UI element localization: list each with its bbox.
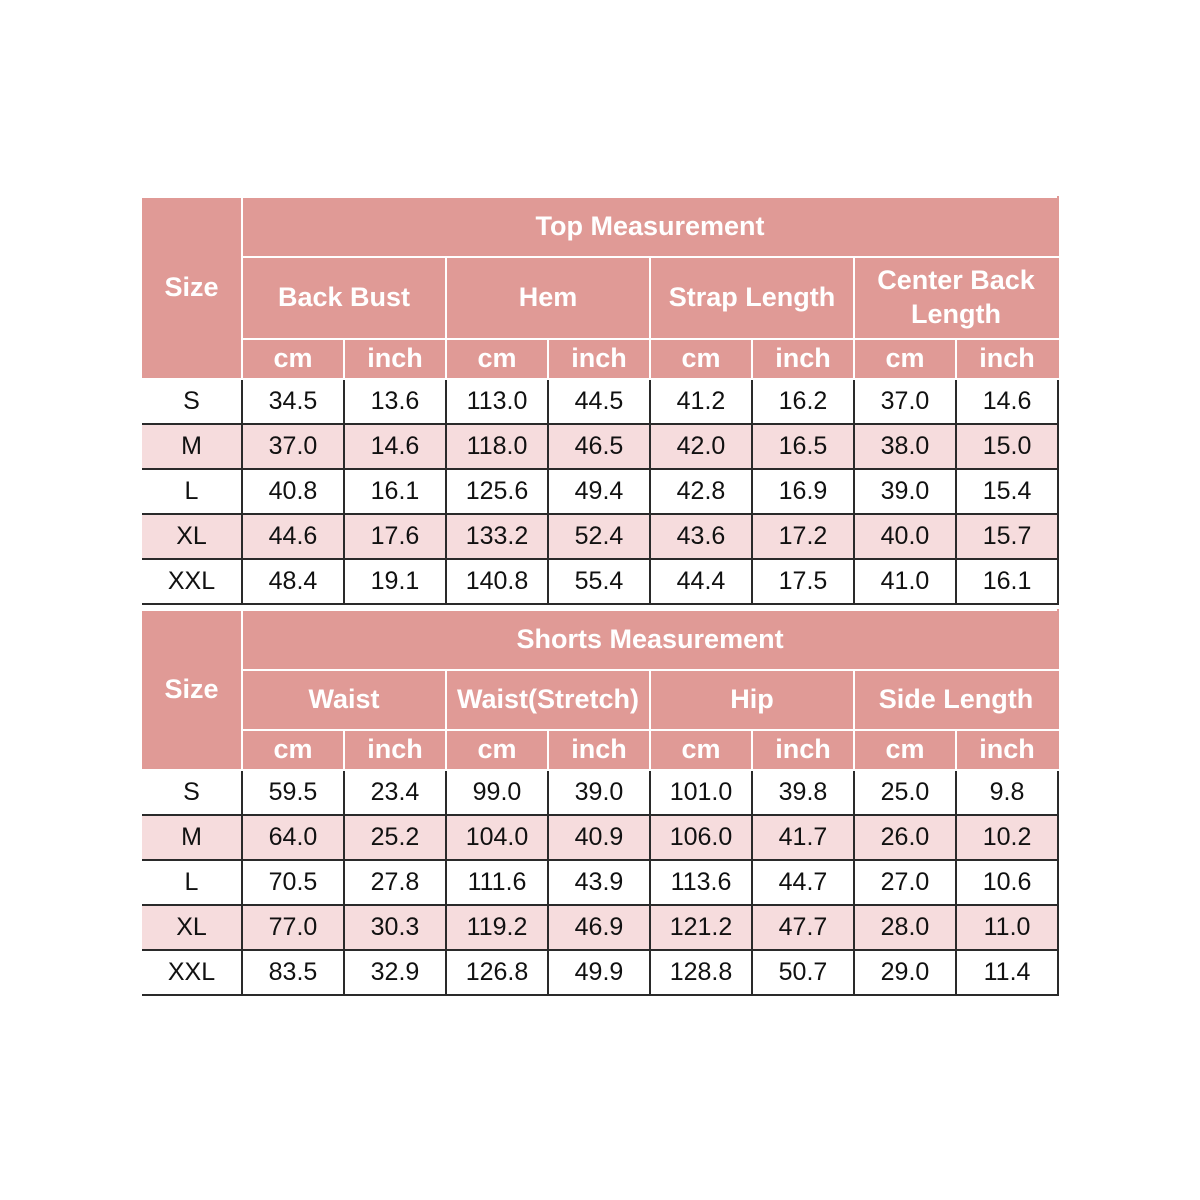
value-cell: 42.0	[650, 424, 752, 469]
value-cell: 40.9	[548, 815, 650, 860]
unit-header: inch	[956, 339, 1058, 379]
group-header-row	[142, 257, 1058, 339]
value-cell: 16.1	[956, 559, 1058, 604]
value-cell: 28.0	[854, 905, 956, 950]
value-cell: 17.5	[752, 559, 854, 604]
value-cell: 113.0	[446, 379, 548, 424]
unit-header: cm	[242, 730, 344, 770]
value-cell: 55.4	[548, 559, 650, 604]
size-cell: L	[142, 860, 242, 905]
unit-header: cm	[446, 730, 548, 770]
value-cell: 11.4	[956, 950, 1058, 995]
value-cell: 101.0	[650, 770, 752, 815]
value-cell: 10.2	[956, 815, 1058, 860]
group-header-waist-stretch: Waist(Stretch)	[446, 670, 650, 730]
value-cell: 27.8	[344, 860, 446, 905]
value-cell: 111.6	[446, 860, 548, 905]
value-cell: 17.2	[752, 514, 854, 559]
value-cell: 44.5	[548, 379, 650, 424]
table-row	[142, 905, 1058, 950]
size-cell: M	[142, 815, 242, 860]
value-cell: 26.0	[854, 815, 956, 860]
unit-header: inch	[752, 730, 854, 770]
value-cell: 46.9	[548, 905, 650, 950]
value-cell: 140.8	[446, 559, 548, 604]
value-cell: 25.2	[344, 815, 446, 860]
group-header-hem: Hem	[446, 257, 650, 339]
shorts-measurement-table	[142, 609, 1059, 996]
table-row	[142, 770, 1058, 815]
value-cell: 39.8	[752, 770, 854, 815]
value-cell: 83.5	[242, 950, 344, 995]
value-cell: 40.8	[242, 469, 344, 514]
value-cell: 133.2	[446, 514, 548, 559]
unit-header: inch	[344, 339, 446, 379]
value-cell: 106.0	[650, 815, 752, 860]
value-cell: 41.0	[854, 559, 956, 604]
value-cell: 77.0	[242, 905, 344, 950]
unit-header-row	[142, 730, 1058, 770]
value-cell: 44.4	[650, 559, 752, 604]
unit-header: cm	[650, 730, 752, 770]
value-cell: 125.6	[446, 469, 548, 514]
value-cell: 46.5	[548, 424, 650, 469]
value-cell: 15.7	[956, 514, 1058, 559]
group-header-waist: Waist	[242, 670, 446, 730]
value-cell: 49.9	[548, 950, 650, 995]
unit-header: cm	[446, 339, 548, 379]
value-cell: 44.6	[242, 514, 344, 559]
value-cell: 34.5	[242, 379, 344, 424]
value-cell: 41.2	[650, 379, 752, 424]
unit-header: inch	[956, 730, 1058, 770]
size-cell: L	[142, 469, 242, 514]
value-cell: 38.0	[854, 424, 956, 469]
value-cell: 50.7	[752, 950, 854, 995]
top-table-body	[142, 379, 1058, 604]
group-header-hip: Hip	[650, 670, 854, 730]
value-cell: 25.0	[854, 770, 956, 815]
shorts-table-body	[142, 770, 1058, 995]
value-cell: 15.4	[956, 469, 1058, 514]
table-row	[142, 559, 1058, 604]
top-measurement-table	[142, 196, 1059, 605]
value-cell: 49.4	[548, 469, 650, 514]
value-cell: 64.0	[242, 815, 344, 860]
unit-header: inch	[548, 339, 650, 379]
value-cell: 43.9	[548, 860, 650, 905]
value-cell: 42.8	[650, 469, 752, 514]
value-cell: 16.2	[752, 379, 854, 424]
value-cell: 128.8	[650, 950, 752, 995]
value-cell: 39.0	[548, 770, 650, 815]
value-cell: 30.3	[344, 905, 446, 950]
value-cell: 11.0	[956, 905, 1058, 950]
unit-header-row	[142, 339, 1058, 379]
value-cell: 23.4	[344, 770, 446, 815]
unit-header: cm	[854, 339, 956, 379]
size-cell: XL	[142, 905, 242, 950]
table-header-row	[142, 197, 1058, 257]
value-cell: 48.4	[242, 559, 344, 604]
size-cell: S	[142, 770, 242, 815]
value-cell: 16.9	[752, 469, 854, 514]
table-title: Top Measurement	[242, 197, 1058, 257]
table-row	[142, 379, 1058, 424]
value-cell: 52.4	[548, 514, 650, 559]
table-row	[142, 815, 1058, 860]
table-row	[142, 860, 1058, 905]
size-cell: S	[142, 379, 242, 424]
value-cell: 119.2	[446, 905, 548, 950]
value-cell: 44.7	[752, 860, 854, 905]
value-cell: 113.6	[650, 860, 752, 905]
value-cell: 37.0	[242, 424, 344, 469]
value-cell: 47.7	[752, 905, 854, 950]
value-cell: 126.8	[446, 950, 548, 995]
table-row	[142, 514, 1058, 559]
value-cell: 40.0	[854, 514, 956, 559]
size-cell: XL	[142, 514, 242, 559]
value-cell: 43.6	[650, 514, 752, 559]
unit-header: cm	[650, 339, 752, 379]
value-cell: 99.0	[446, 770, 548, 815]
value-cell: 70.5	[242, 860, 344, 905]
size-column-header: Size	[142, 610, 242, 770]
value-cell: 27.0	[854, 860, 956, 905]
group-header-center-back-length: Center Back Length	[854, 257, 1058, 339]
unit-header: inch	[344, 730, 446, 770]
value-cell: 13.6	[344, 379, 446, 424]
group-header-row	[142, 670, 1058, 730]
unit-header: cm	[854, 730, 956, 770]
table-row	[142, 424, 1058, 469]
group-header-back-bust: Back Bust	[242, 257, 446, 339]
value-cell: 19.1	[344, 559, 446, 604]
value-cell: 121.2	[650, 905, 752, 950]
value-cell: 15.0	[956, 424, 1058, 469]
value-cell: 14.6	[956, 379, 1058, 424]
value-cell: 14.6	[344, 424, 446, 469]
table-row	[142, 950, 1058, 995]
size-cell: XXL	[142, 559, 242, 604]
value-cell: 17.6	[344, 514, 446, 559]
value-cell: 39.0	[854, 469, 956, 514]
value-cell: 37.0	[854, 379, 956, 424]
value-cell: 104.0	[446, 815, 548, 860]
value-cell: 118.0	[446, 424, 548, 469]
value-cell: 59.5	[242, 770, 344, 815]
value-cell: 9.8	[956, 770, 1058, 815]
table-title: Shorts Measurement	[242, 610, 1058, 670]
group-header-side-length: Side Length	[854, 670, 1058, 730]
value-cell: 16.1	[344, 469, 446, 514]
unit-header: inch	[752, 339, 854, 379]
value-cell: 29.0	[854, 950, 956, 995]
table-header-row	[142, 610, 1058, 670]
value-cell: 10.6	[956, 860, 1058, 905]
value-cell: 41.7	[752, 815, 854, 860]
unit-header: inch	[548, 730, 650, 770]
size-cell: M	[142, 424, 242, 469]
value-cell: 32.9	[344, 950, 446, 995]
group-header-strap-length: Strap Length	[650, 257, 854, 339]
table-row	[142, 469, 1058, 514]
size-cell: XXL	[142, 950, 242, 995]
value-cell: 16.5	[752, 424, 854, 469]
unit-header: cm	[242, 339, 344, 379]
size-column-header: Size	[142, 197, 242, 379]
